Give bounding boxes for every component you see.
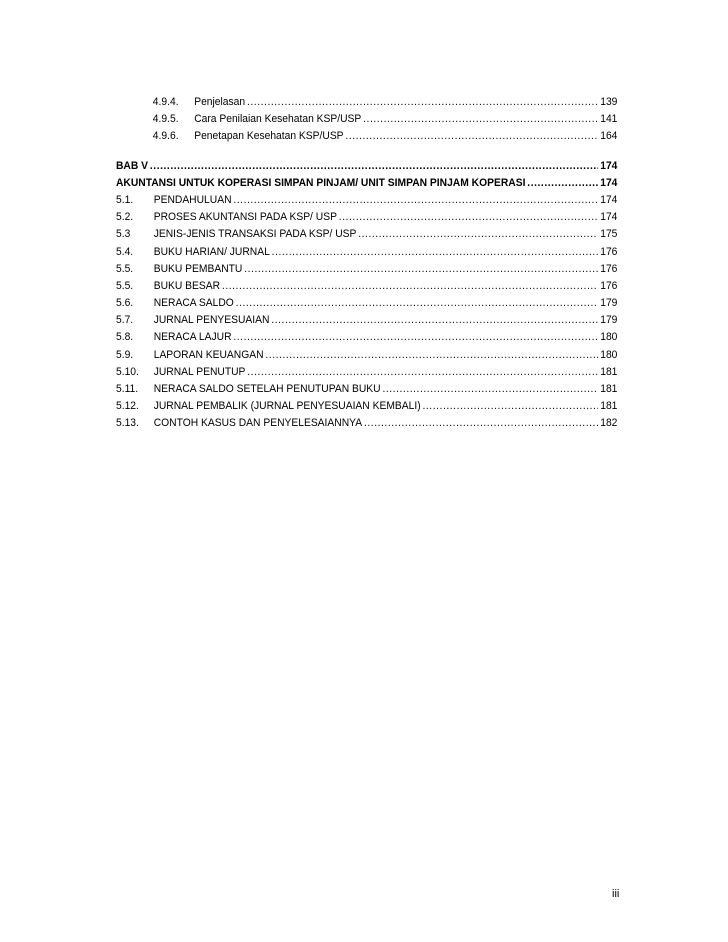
toc-entry-number: 5.5. <box>116 279 134 292</box>
toc-section-entry[interactable] <box>116 192 617 209</box>
toc-entry-4-9-4[interactable] <box>116 94 617 111</box>
toc-entry-title: JURNAL PENUTUP <box>153 365 246 378</box>
toc-section-entry[interactable] <box>116 209 617 226</box>
toc-entry-number: 5.6. <box>116 297 134 310</box>
toc-entry-number: 5.1. <box>116 193 134 206</box>
toc-entry-number: 5.3 <box>116 228 131 241</box>
toc-entry-page: 141 <box>600 113 618 126</box>
dot-leader <box>358 226 598 243</box>
dot-leader <box>236 295 599 312</box>
toc-entry-number: 5.10. <box>116 365 139 378</box>
toc-chapter-heading-title: AKUNTANSI UNTUK KOPERASI SIMPAN PINJAM/ UNIT SIMPAN PINJAM KOPERASI <box>116 176 526 189</box>
dot-leader <box>382 381 598 398</box>
toc-entry-page: 164 <box>600 130 618 143</box>
toc-entry-number: 5.9. <box>116 348 134 361</box>
toc-entry-number: 5.12. <box>116 400 139 413</box>
toc-section-entry[interactable] <box>116 295 617 312</box>
toc-entry-title: NERACA LAJUR <box>153 331 232 344</box>
toc-section-list <box>116 192 617 433</box>
toc-entry-number: 4.9.4. <box>152 96 179 108</box>
toc-section-entry[interactable] <box>116 278 617 295</box>
toc-entry-title: JURNAL PENYESUAIAN <box>153 314 270 327</box>
dot-leader <box>363 111 598 128</box>
toc-section-entry[interactable] <box>116 364 617 381</box>
toc-entry-title: CONTOH KASUS DAN PENYELESAIANNYA <box>153 417 363 430</box>
dot-leader <box>272 244 599 261</box>
toc-entry-page: 181 <box>600 383 618 395</box>
toc-entry-title: Penjelasan <box>194 96 246 108</box>
dot-leader <box>233 329 598 346</box>
toc-entry-title: Cara Penilaian Kesehatan KSP/USP <box>194 113 362 126</box>
toc-entry-number: 4.9.6. <box>152 130 179 143</box>
dot-leader <box>247 364 598 381</box>
toc-entry-title: BUKU HARIAN/ JURNAL <box>153 245 270 258</box>
dot-leader <box>339 209 599 226</box>
toc-section-entry[interactable] <box>116 415 617 432</box>
dot-leader <box>364 415 598 432</box>
toc-section-entry[interactable] <box>116 226 617 243</box>
dot-leader <box>150 158 599 175</box>
toc-entry-page: 174 <box>600 193 618 206</box>
toc-entry-page: 176 <box>600 245 618 258</box>
toc-section-entry[interactable] <box>116 398 617 415</box>
toc-section-entry[interactable] <box>116 381 617 398</box>
dot-leader <box>265 347 598 364</box>
toc-entry-page: 180 <box>600 348 618 361</box>
toc-entry-number: 5.11. <box>116 383 139 395</box>
dot-leader <box>222 278 598 295</box>
toc-entry-title: LAPORAN KEUANGAN <box>153 348 264 361</box>
toc-entry-page: 181 <box>600 400 618 413</box>
toc-entry-page: 175 <box>600 228 618 241</box>
dot-leader <box>233 192 598 209</box>
toc-entry-number: 5.4. <box>116 245 134 258</box>
toc-entry-page: 176 <box>600 279 618 292</box>
toc-entry-number: 5.13. <box>116 417 139 430</box>
toc-entry-number: 5.8. <box>116 331 134 344</box>
toc-entry-title: JENIS-JENIS TRANSAKSI PADA KSP/ USP <box>153 228 357 241</box>
toc-chapter-page: 174 <box>600 159 618 172</box>
toc-spacer <box>116 146 617 158</box>
toc-chapter-heading-page: 174 <box>600 176 618 189</box>
toc-entry-title: BUKU PEMBANTU <box>153 262 243 275</box>
page-number: iii <box>612 888 620 900</box>
toc-entry-page: 179 <box>600 314 618 327</box>
toc-section-entry[interactable] <box>116 329 617 346</box>
toc-entry-title: NERACA SALDO SETELAH PENUTUPAN BUKU <box>153 383 381 395</box>
toc-chapter-heading[interactable] <box>116 175 617 192</box>
toc-entry-4-9-5[interactable] <box>116 111 617 128</box>
toc-entry-title: PROSES AKUNTANSI PADA KSP/ USP <box>153 211 337 224</box>
toc-entry-title: BUKU BESAR <box>153 279 221 292</box>
toc-entry-title: Penetapan Kesehatan KSP/USP <box>194 130 344 143</box>
toc-section-entry[interactable] <box>116 312 617 329</box>
dot-leader <box>247 94 598 111</box>
toc-entry-page: 181 <box>600 365 618 378</box>
table-of-contents <box>116 94 617 433</box>
dot-leader <box>244 261 598 278</box>
toc-entry-number: 4.9.5. <box>152 113 179 126</box>
toc-chapter-bab-v[interactable] <box>116 158 617 175</box>
toc-section-entry[interactable] <box>116 244 617 261</box>
toc-chapter-title: BAB V <box>116 159 149 172</box>
toc-entry-page: 182 <box>600 417 618 430</box>
toc-entry-number: 5.2. <box>116 211 134 224</box>
toc-entry-number: 5.5. <box>116 262 134 275</box>
toc-entry-title: JURNAL PEMBALIK (JURNAL PENYESUAIAN KEMBALI) <box>153 400 421 413</box>
toc-entry-page: 174 <box>600 211 618 224</box>
dot-leader <box>527 175 598 192</box>
toc-entry-page: 180 <box>600 331 618 344</box>
toc-entry-page: 176 <box>600 262 618 275</box>
dot-leader <box>271 312 598 329</box>
toc-entry-page: 139 <box>600 96 618 108</box>
toc-entry-title: NERACA SALDO <box>153 297 234 310</box>
toc-section-entry[interactable] <box>116 261 617 278</box>
dot-leader <box>345 128 598 145</box>
dot-leader <box>422 398 598 415</box>
toc-section-entry[interactable] <box>116 347 617 364</box>
toc-entry-title: PENDAHULUAN <box>153 193 232 206</box>
toc-entry-number: 5.7. <box>116 314 134 327</box>
toc-entry-page: 179 <box>600 297 618 310</box>
toc-entry-4-9-6[interactable] <box>116 128 617 145</box>
